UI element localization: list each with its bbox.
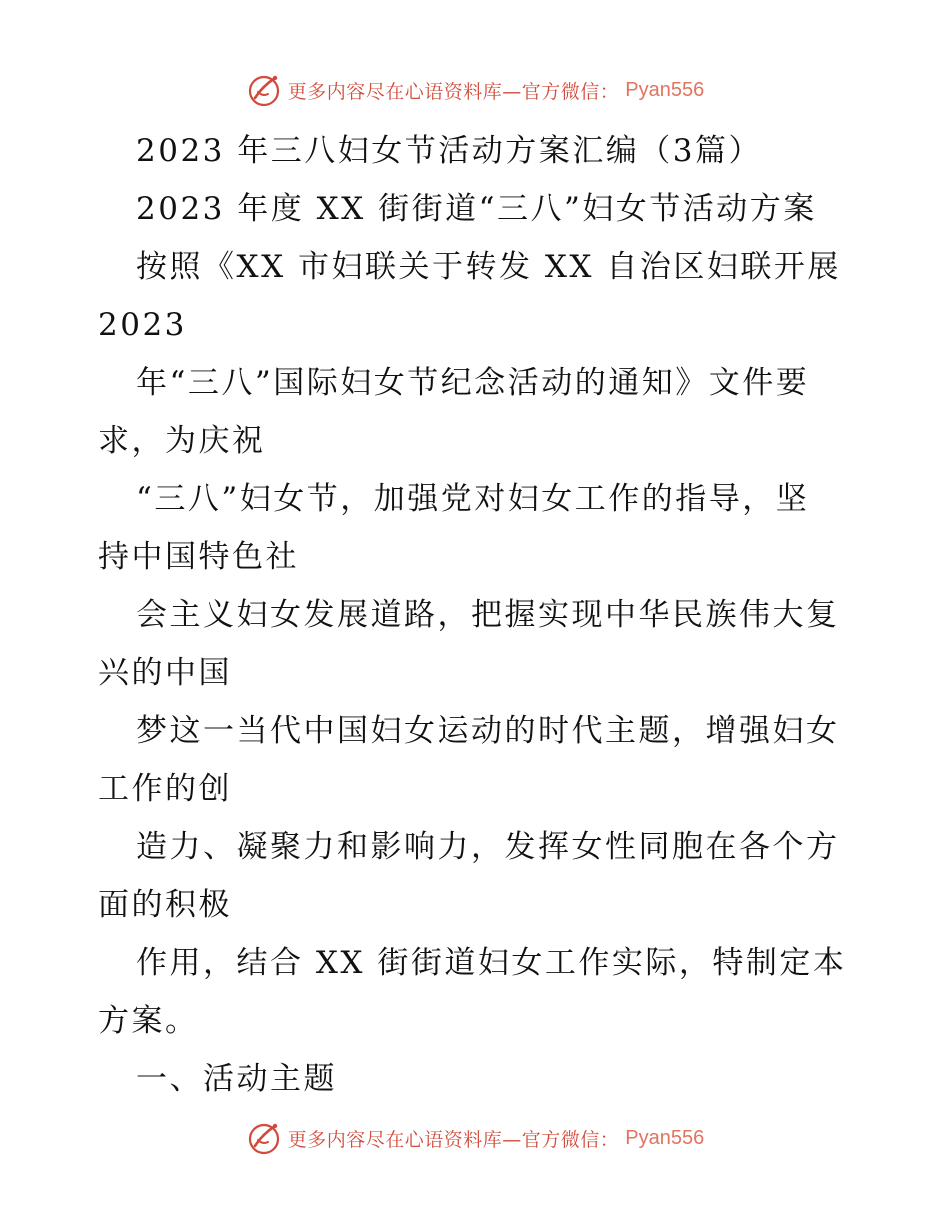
paragraph-line: 作用，结合 XX 街街道妇女工作实际，特制定本 [136, 945, 847, 981]
watermark-handle: Pyan556 [625, 78, 705, 101]
paragraph-line: 会主义妇女发展道路，把握实现中华民族伟大复 [136, 597, 840, 633]
document-body [98, 122, 858, 1108]
watermark-site-text: 更多内容尽在心语资料库—官方微信： [287, 80, 620, 103]
header-watermark [0, 70, 950, 110]
paragraph-line: 兴的中国 [98, 655, 232, 691]
watermark-handle: Pyan556 [625, 1126, 705, 1149]
paragraph-line: 造力、凝聚力和影响力，发挥女性同胞在各个方 [136, 829, 840, 865]
brush-logo-icon [246, 72, 282, 108]
paragraph-line: 梦这一当代中国妇女运动的时代主题，增强妇女 [136, 713, 840, 749]
doc-title: 2023 年三八妇女节活动方案汇编（3篇） [136, 133, 762, 169]
paragraph-line: 方案。 [98, 1003, 199, 1039]
footer-watermark [0, 1118, 950, 1158]
paragraph-line: 面的积极 [98, 887, 232, 923]
paragraph-line: 工作的创 [98, 771, 232, 807]
paragraph-line: “三八”妇女节，加强党对妇女工作的指导，坚 [136, 481, 810, 517]
watermark-site-text: 更多内容尽在心语资料库—官方微信： [287, 1128, 620, 1151]
paragraph-line: 按照《XX 市妇联关于转发 XX 自治区妇联开展 [136, 249, 841, 285]
paragraph-line: 年“三八”国际妇女节纪念活动的通知》文件要 [136, 365, 810, 401]
paragraph-line: 持中国特色社 [98, 539, 299, 575]
paragraph-line: 求，为庆祝 [98, 423, 266, 459]
doc-subtitle: 2023 年度 XX 街街道“三八”妇女节活动方案 [136, 191, 817, 227]
paragraph-line: 2023 [98, 307, 187, 343]
section-heading: 一、活动主题 [136, 1061, 337, 1097]
brush-logo-icon [246, 1120, 282, 1156]
